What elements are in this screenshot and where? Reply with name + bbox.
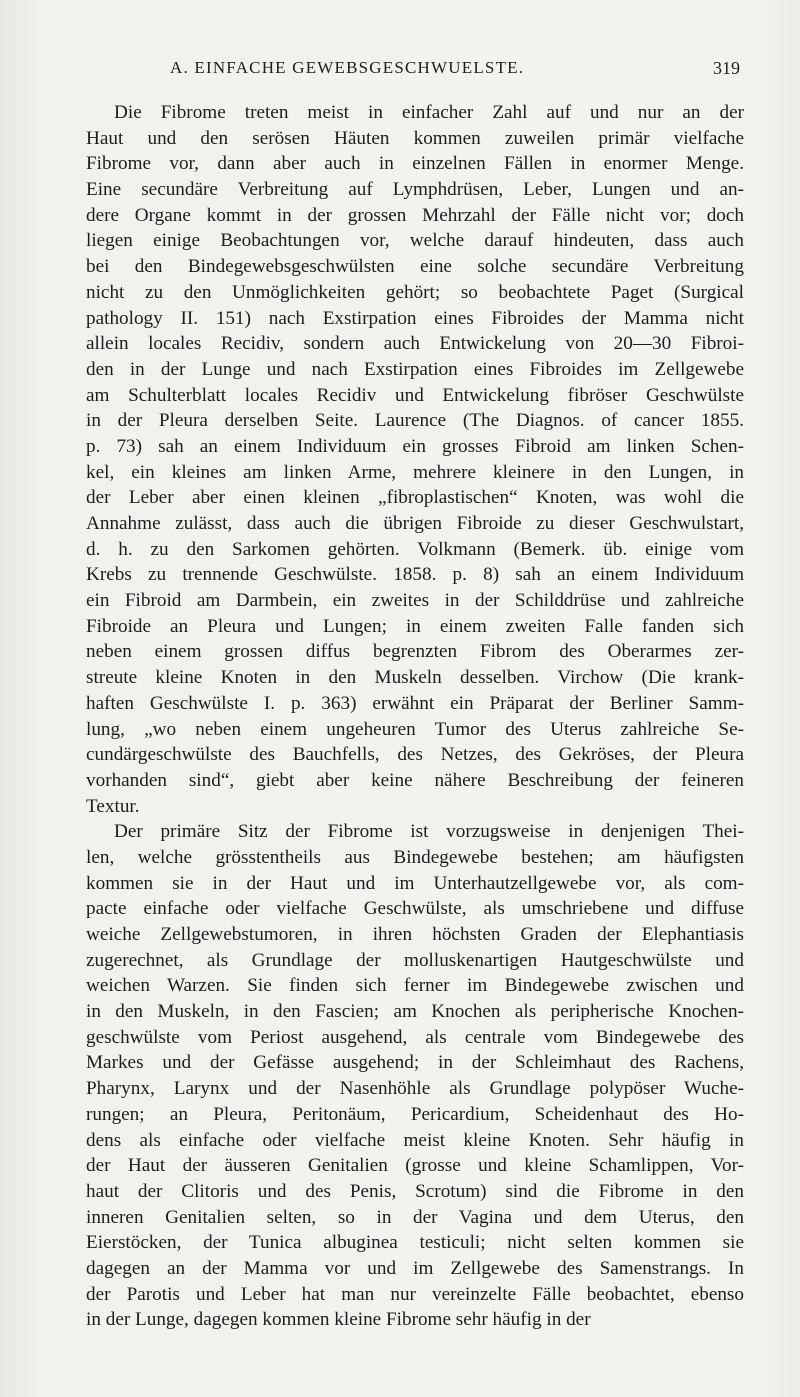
- text-line: Eine secundäre Verbreitung auf Lymphdrüsen, Leber, Lungen und an-: [86, 179, 744, 201]
- text-line: pathology II. 151) nach Exstirpation eines Fibroides der Mamma nicht: [86, 307, 744, 329]
- text-line: Fibroide an Pleura und Lungen; in einem zweiten Falle fanden sich: [86, 615, 744, 637]
- text-line: haften Geschwülste I. p. 363) erwähnt ein Präparat der Berliner Samm-: [86, 692, 744, 714]
- text-line: dens als einfache oder vielfache meist kleine Knoten. Sehr häufig in: [86, 1129, 744, 1151]
- text-line: vorhanden sind“, giebt aber keine nähere Beschreibung der feineren: [86, 769, 744, 791]
- text-line: inneren Genitalien selten, so in der Vagina und dem Uterus, den: [86, 1206, 744, 1228]
- body-text: [86, 100, 744, 1333]
- paragraph: [86, 819, 744, 1333]
- text-line: weichen Warzen. Sie finden sich ferner im Bindegewebe zwischen und: [86, 975, 744, 997]
- text-line: streute kleine Knoten in den Muskeln desselben. Virchow (Die krank-: [86, 667, 744, 689]
- text-line: kommen sie in der Haut und im Unterhautzellgewebe vor, als com-: [86, 872, 744, 894]
- text-line: Textur.: [86, 795, 140, 817]
- text-line: in der Lunge, dagegen kommen kleine Fibrome sehr häufig in der: [86, 1309, 591, 1331]
- text-line: Die Fibrome treten meist in einfacher Zahl auf und nur an der: [114, 102, 744, 123]
- running-title: A. EINFACHE GEWEBSGESCHWUELSTE.: [170, 58, 525, 77]
- text-line: der Leber aber einen kleinen „fibroplastischen“ Knoten, was wohl die: [86, 487, 744, 509]
- text-line: dere Organe kommt in der grossen Mehrzahl der Fälle nicht vor; doch: [86, 204, 744, 226]
- text-line: Der primäre Sitz der Fibrome ist vorzugsweise in denjenigen Thei-: [114, 821, 744, 843]
- text-line: kel, ein kleines am linken Arme, mehrere kleinere in den Lungen, in: [86, 461, 744, 483]
- text-line: Markes und der Gefässe ausgehend; in der Schleimhaut des Rachens,: [86, 1052, 744, 1074]
- text-line: haut der Clitoris und des Penis, Scrotum) sind die Fibrome in den: [86, 1180, 744, 1202]
- text-line: den in der Lunge und nach Exstirpation eines Fibroides im Zellgewebe: [86, 358, 744, 380]
- page-number: 319: [713, 58, 740, 78]
- text-line: dagegen an der Mamma vor und im Zellgewebe des Samenstrangs. In: [86, 1257, 744, 1279]
- text-line: geschwülste vom Periost ausgehend, als centrale vom Bindegewebe des: [86, 1026, 744, 1048]
- text-line: Fibrome vor, dann aber auch in einzelnen Fällen in enormer Menge.: [86, 153, 744, 175]
- paragraph: [86, 100, 744, 819]
- text-line: Annahme zulässt, dass auch die übrigen Fibroide zu dieser Geschwulstart,: [86, 513, 744, 534]
- text-line: ein Fibroid am Darmbein, ein zweites in der Schilddrüse und zahlreiche: [86, 590, 744, 612]
- text-line: allein locales Recidiv, sondern auch Entwickelung von 20—30 Fibroi-: [86, 333, 744, 355]
- text-line: am Schulterblatt locales Recidiv und Entwickelung fibröser Geschwülste: [86, 384, 744, 406]
- text-line: cundärgeschwülste des Bauchfells, des Netzes, des Gekröses, der Pleura: [86, 744, 744, 766]
- text-line: neben einem grossen diffus begrenzten Fibrom des Oberarmes zer-: [86, 641, 744, 663]
- text-line: in der Pleura derselben Seite. Laurence (The Diagnos. of cancer 1855.: [86, 410, 744, 432]
- text-line: Pharynx, Larynx und der Nasenhöhle als Grundlage polypöser Wuche-: [86, 1078, 744, 1100]
- text-line: len, welche grösstentheils aus Bindegewebe bestehen; am häufigsten: [86, 846, 744, 868]
- text-line: d. h. zu den Sarkomen gehörten. Volkmann (Bemerk. üb. einige vom: [86, 538, 744, 560]
- text-line: Krebs zu trennende Geschwülste. 1858. p. 8) sah an einem Individuum: [86, 564, 744, 586]
- text-line: in den Muskeln, in den Fascien; am Knochen als peripherische Knochen-: [86, 1001, 744, 1023]
- text-line: pacte einfache oder vielfache Geschwülste, als umschriebene und diffuse: [86, 898, 744, 920]
- text-line: zugerechnet, als Grundlage der molluskenartigen Hautgeschwülste und: [86, 949, 744, 971]
- text-line: liegen einige Beobachtungen vor, welche darauf hindeuten, dass auch: [86, 230, 744, 252]
- text-line: Haut und den serösen Häuten kommen zuweilen primär vielfache: [86, 127, 744, 149]
- running-head: [170, 58, 740, 82]
- text-line: weiche Zellgewebstumoren, in ihren höchsten Graden der Elephantiasis: [86, 924, 744, 945]
- text-line: bei den Bindegewebsgeschwülsten eine solche secundäre Verbreitung: [86, 256, 744, 278]
- text-line: der Haut der äusseren Genitalien (grosse und kleine Schamlippen, Vor-: [86, 1155, 744, 1177]
- text-line: rungen; an Pleura, Peritonäum, Pericardium, Scheidenhaut des Ho-: [86, 1103, 744, 1125]
- text-line: nicht zu den Unmöglichkeiten gehört; so beobachtete Paget (Surgical: [86, 281, 744, 303]
- text-line: der Parotis und Leber hat man nur vereinzelte Fälle beobachtet, ebenso: [86, 1283, 744, 1305]
- text-line: Eierstöcken, der Tunica albuginea testiculi; nicht selten kommen sie: [86, 1232, 744, 1254]
- text-line: lung, „wo neben einem ungeheuren Tumor des Uterus zahlreiche Se-: [86, 718, 744, 740]
- text-line: p. 73) sah an einem Individuum ein grosses Fibroid am linken Schen-: [86, 435, 744, 457]
